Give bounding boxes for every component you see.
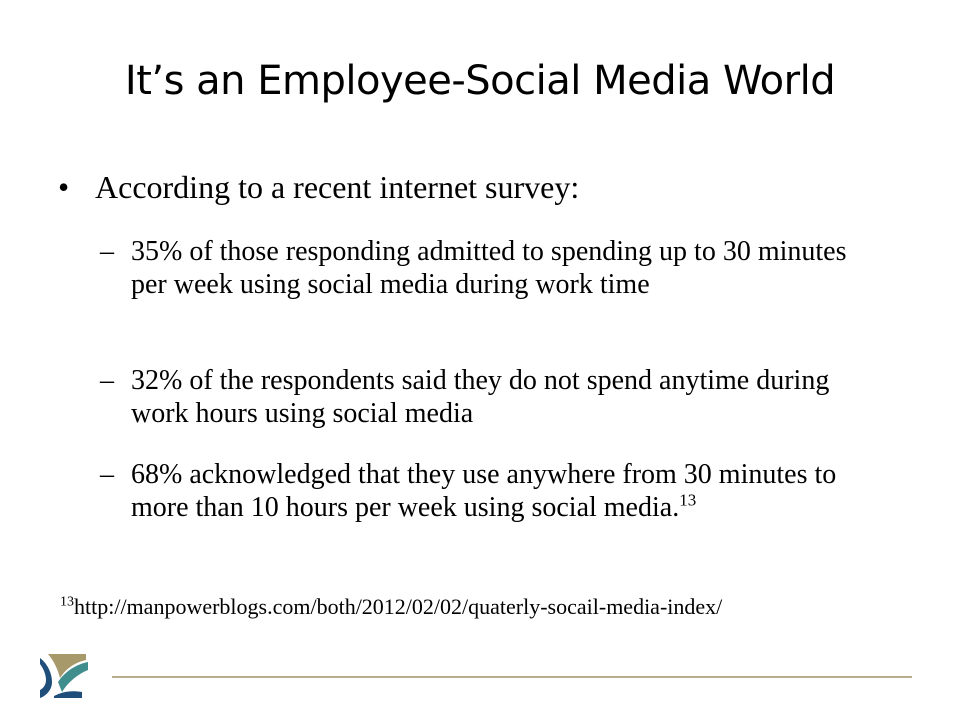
logo-navy-shape xyxy=(40,658,52,698)
sub-bullet-text: 32% of the respondents said they do not spend anytime during work hours using social media xyxy=(131,365,830,429)
footnote-url[interactable]: http://manpowerblogs.com/both/2012/02/02/quaterly-socail-media-index/ xyxy=(74,594,723,619)
dash-marker: – xyxy=(100,459,114,490)
footnote xyxy=(60,594,722,620)
footnote-number: 13 xyxy=(60,594,74,610)
sub-bullet-text-wrap xyxy=(131,458,883,524)
dash-marker: – xyxy=(100,365,114,396)
sub-bullet-text: 35% of those responding admitted to spending up to 30 minutes per week using social media during work time xyxy=(131,236,847,300)
bullet-marker: • xyxy=(58,169,70,205)
logo-navy-base xyxy=(54,691,82,698)
footer-divider xyxy=(112,676,912,678)
slide-title: It’s an Employee-Social Media World xyxy=(124,58,836,104)
sub-bullet-text: 68% acknowledged that they use anywhere from 30 minutes to more than 10 hours per week using social media. xyxy=(131,459,837,523)
main-bullet-text: According to a recent internet survey: xyxy=(95,169,580,205)
footnote-reference: 13 xyxy=(679,490,697,510)
dash-marker: – xyxy=(100,236,114,267)
company-logo-icon xyxy=(36,652,92,700)
